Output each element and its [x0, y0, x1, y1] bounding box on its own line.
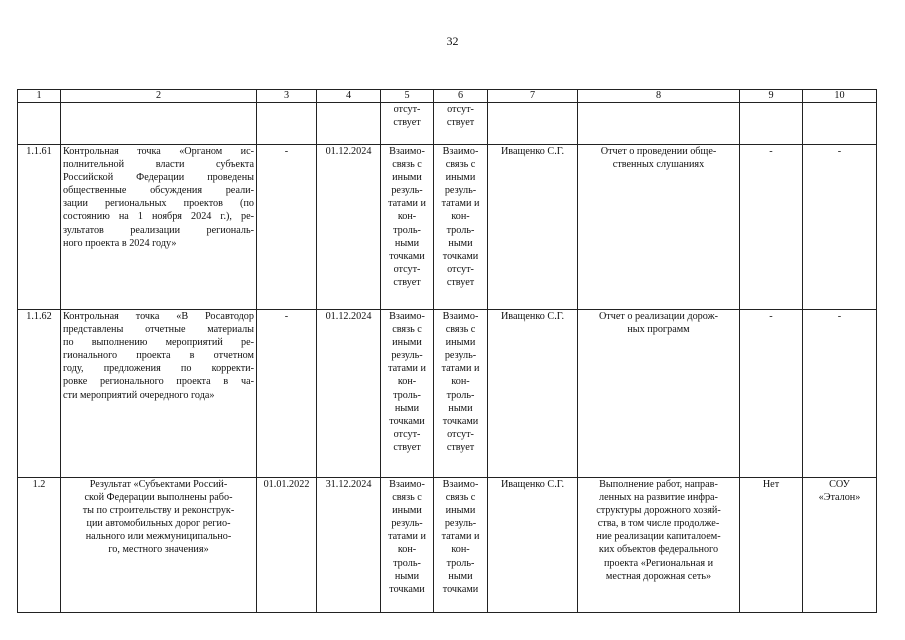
cell-line: кон- — [397, 544, 417, 556]
page-number: 32 — [446, 34, 459, 48]
cell-line: ровке регионального проекта в ча- — [63, 376, 254, 388]
cell-line: отсут- — [393, 263, 421, 275]
cell-line: точками — [442, 250, 479, 262]
cell-line: связь с — [445, 159, 476, 171]
cell-col6 — [434, 310, 488, 478]
cell-col6 — [434, 478, 488, 613]
cell-col9 — [740, 103, 803, 145]
cell-col9: Нет — [740, 478, 803, 613]
cell-line: троль- — [393, 557, 421, 569]
cell-id: 1.2 — [18, 478, 61, 613]
cell-line: ными — [448, 237, 473, 249]
cell-line: иными — [392, 337, 422, 349]
cell-responsible: Иващенко С.Г. — [488, 478, 578, 613]
cell-line: ствует — [393, 441, 421, 453]
cell-line: Российской Федерации проведены — [63, 172, 254, 184]
cell-col10 — [803, 103, 877, 145]
cell-line: ных программ — [627, 324, 690, 336]
cell-line: году, предложения по корректи- — [63, 363, 254, 375]
cell-end: 31.12.2024 — [317, 478, 381, 613]
cell-line: резуль- — [391, 518, 423, 530]
cell-line: отсут- — [447, 263, 474, 275]
cell-line: ного проекта в 2024 году» — [63, 237, 177, 249]
cell-col6 — [434, 103, 488, 145]
table-row — [18, 478, 877, 613]
cell-line: татами и — [388, 198, 426, 210]
cell-start: 01.01.2022 — [257, 478, 317, 613]
cell-line: Взаимо- — [442, 146, 479, 157]
cell-line: точками — [389, 415, 425, 427]
cell-line: троль- — [446, 224, 475, 236]
cell-line: отсут- — [393, 104, 421, 115]
cell-line: по выполнению мероприятий ре- — [63, 337, 254, 349]
cell-line: точками — [389, 250, 425, 262]
cell-line: кон- — [451, 376, 470, 388]
cell-line: Результат «Субъектами Россий- — [89, 479, 228, 490]
cell-line: иными — [445, 172, 476, 184]
cell-line: кон- — [397, 211, 417, 223]
cell-line: Отчет о проведении обще- — [600, 146, 717, 157]
column-header: 7 — [488, 90, 578, 103]
cell-line: Взаимо- — [389, 479, 425, 490]
cell-col5 — [381, 310, 434, 478]
cell-id: 1.1.62 — [18, 310, 61, 478]
cell-title — [61, 145, 257, 310]
cell-line: представлены отчетные материалы — [63, 324, 254, 336]
cell-col5 — [381, 103, 434, 145]
cell-line: ными — [394, 402, 420, 414]
cell-col6 — [434, 145, 488, 310]
cell-line: местная дорожная сеть» — [605, 570, 712, 582]
cell-line: иными — [445, 337, 476, 349]
cell-start: - — [257, 310, 317, 478]
cell-line: троль- — [446, 389, 475, 401]
column-header: 6 — [434, 90, 488, 103]
column-header: 10 — [803, 90, 877, 103]
cell-line: Отчет о реализации дорож- — [598, 311, 719, 322]
cell-line: структуры дорожного хозяй- — [596, 505, 721, 517]
cell-line: резуль- — [444, 518, 477, 530]
cell-line: ции автомобильных дорог регио- — [86, 518, 231, 530]
cell-col10 — [803, 478, 877, 613]
cell-start: - — [257, 145, 317, 310]
column-header: 9 — [740, 90, 803, 103]
cell-line: Контрольная точка «В Росавтодор — [63, 311, 254, 322]
cell-line: связь с — [392, 324, 422, 336]
cell-line: связь с — [445, 492, 476, 504]
column-header: 5 — [381, 90, 434, 103]
cell-line: состоянию на 1 ноября 2024 г.), ре- — [63, 211, 254, 223]
cell-responsible: Иващенко С.Г. — [488, 145, 578, 310]
cell-line: ты по строительству и реконструк- — [82, 505, 235, 517]
column-header: 1 — [18, 90, 61, 103]
cell-title — [61, 478, 257, 613]
cell-line: ние реализации капиталоем- — [596, 531, 721, 543]
cell-line: го, местного значения» — [108, 544, 209, 556]
cell-line: ствует — [446, 117, 475, 129]
column-header: 2 — [61, 90, 257, 103]
cell-line: иными — [445, 505, 476, 517]
cell-line: отсут- — [393, 428, 421, 440]
cell-end — [317, 103, 381, 145]
cell-line: отсут- — [447, 428, 474, 440]
cell-line: кон- — [451, 211, 470, 223]
cell-col10: - — [803, 310, 877, 478]
cell-line: резуль- — [391, 185, 423, 197]
cell-result — [578, 103, 740, 145]
cell-line: троль- — [446, 557, 475, 569]
cell-line: иными — [392, 172, 422, 184]
cell-responsible — [488, 103, 578, 145]
cell-line: сти мероприятий очередного года» — [63, 389, 215, 401]
cell-line: проекта «Региональная и — [603, 557, 714, 569]
cell-line: татами и — [388, 363, 426, 375]
cell-line: точками — [442, 583, 479, 595]
cell-col5 — [381, 145, 434, 310]
cell-line: гионального проекта в отчетном — [63, 350, 254, 362]
cell-line: ствует — [393, 117, 421, 129]
column-header: 4 — [317, 90, 381, 103]
cell-line: связь с — [392, 159, 422, 171]
cell-line: связь с — [445, 324, 476, 336]
cell-line: СОУ — [829, 479, 850, 490]
continuation-row — [18, 103, 877, 145]
cell-line: резуль- — [391, 350, 423, 362]
cell-line: ствует — [393, 276, 421, 288]
cell-id — [18, 103, 61, 145]
cell-line: резуль- — [444, 350, 477, 362]
cell-result — [578, 310, 740, 478]
cell-line: зультатов реализации региональ- — [63, 224, 254, 236]
table-row — [18, 145, 877, 310]
cell-line: общественные обсуждения реали- — [63, 185, 254, 197]
cell-line: ными — [448, 570, 473, 582]
cell-start — [257, 103, 317, 145]
cell-result — [578, 478, 740, 613]
cell-line: ких объектов федерального — [598, 544, 719, 556]
cell-line: Взаимо- — [389, 146, 425, 157]
cell-line: ства, в том числе продолже- — [597, 518, 720, 530]
cell-id: 1.1.61 — [18, 145, 61, 310]
cell-responsible: Иващенко С.Г. — [488, 310, 578, 478]
cell-col9: - — [740, 310, 803, 478]
column-number-header — [18, 90, 877, 103]
cell-line: нального или межмуниципально- — [85, 531, 232, 543]
cell-line: татами и — [441, 363, 480, 375]
cell-line: ными — [394, 570, 420, 582]
cell-line: Выполнение работ, направ- — [599, 479, 718, 490]
cell-line: татами и — [441, 531, 480, 543]
cell-line: резуль- — [444, 185, 477, 197]
cell-line: связь с — [392, 492, 422, 504]
cell-line: «Эталон» — [818, 492, 861, 504]
cell-line: ными — [448, 402, 473, 414]
cell-col5 — [381, 478, 434, 613]
cell-line: ской Федерации выполнены рабо- — [84, 492, 233, 504]
cell-line: татами и — [441, 198, 480, 210]
cell-line: троль- — [393, 389, 421, 401]
cell-result — [578, 145, 740, 310]
cell-line: полнительной власти субъекта — [63, 159, 254, 171]
cell-end: 01.12.2024 — [317, 145, 381, 310]
cell-col10: - — [803, 145, 877, 310]
cell-line: татами и — [388, 531, 426, 543]
cell-line: Взаимо- — [442, 311, 479, 322]
cell-line: Взаимо- — [442, 479, 479, 490]
cell-line: Контрольная точка «Органом ис- — [63, 146, 254, 157]
cell-line: ленных на развитие инфра- — [599, 492, 718, 504]
control-points-table — [17, 89, 877, 613]
column-header: 3 — [257, 90, 317, 103]
cell-end: 01.12.2024 — [317, 310, 381, 478]
cell-line: ными — [394, 237, 420, 249]
table-row — [18, 310, 877, 478]
cell-line: зации региональных проектов (по — [63, 198, 254, 210]
cell-line: ствует — [446, 441, 475, 453]
cell-line: кон- — [397, 376, 417, 388]
cell-line: троль- — [393, 224, 421, 236]
cell-line: точками — [389, 583, 425, 595]
cell-line: отсут- — [447, 104, 474, 115]
cell-line: кон- — [451, 544, 470, 556]
cell-title — [61, 310, 257, 478]
cell-title — [61, 103, 257, 145]
cell-line: ственных слушаниях — [612, 159, 705, 171]
cell-line: Взаимо- — [389, 311, 425, 322]
cell-line: иными — [392, 505, 422, 517]
cell-col9: - — [740, 145, 803, 310]
cell-line: ствует — [446, 276, 475, 288]
cell-line: точками — [442, 415, 479, 427]
column-header: 8 — [578, 90, 740, 103]
